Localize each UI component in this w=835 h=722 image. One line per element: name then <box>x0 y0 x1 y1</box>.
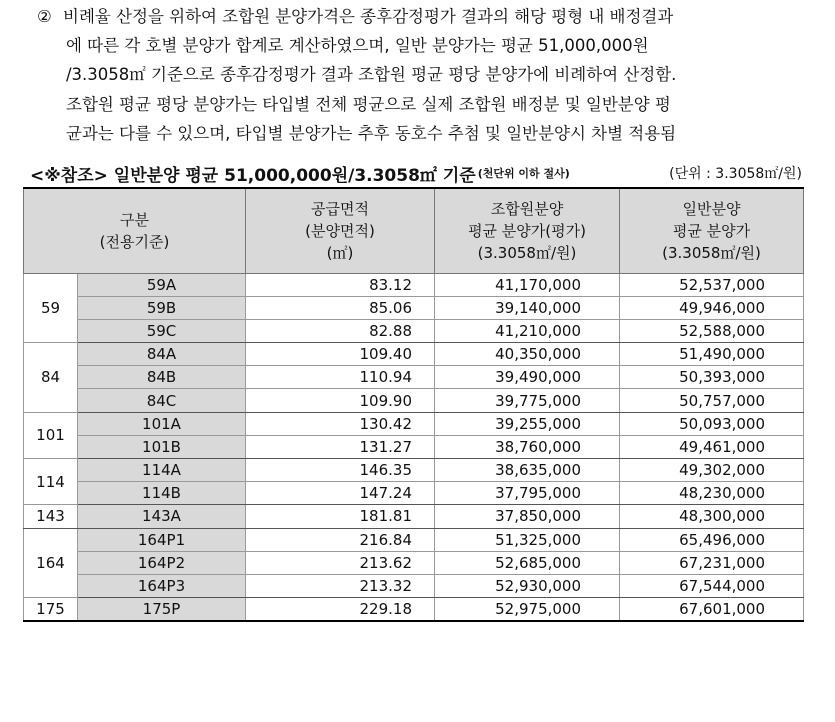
area-cell: 130.42 <box>246 412 435 435</box>
type-cell: 101B <box>78 435 246 458</box>
member-price-cell: 52,685,000 <box>435 551 620 574</box>
member-price-cell: 41,170,000 <box>435 273 620 296</box>
general-price-cell: 50,393,000 <box>620 366 804 389</box>
member-price-cell: 39,775,000 <box>435 389 620 412</box>
member-price-cell: 38,760,000 <box>435 435 620 458</box>
table-row <box>24 435 804 458</box>
type-cell: 84C <box>78 389 246 412</box>
note-paragraph <box>30 2 812 148</box>
group-cell: 143 <box>24 505 78 528</box>
member-price-cell: 37,850,000 <box>435 505 620 528</box>
table-row <box>24 551 804 574</box>
type-cell: 59B <box>78 296 246 319</box>
general-price-cell: 48,300,000 <box>620 505 804 528</box>
general-price-cell: 52,588,000 <box>620 319 804 342</box>
table-header-row <box>24 188 804 273</box>
table-row <box>24 296 804 319</box>
paragraph-line: 비례율 산정을 위하여 조합원 분양가격은 종후감정평가 결과의 해당 평형 내 배정결과 <box>63 7 674 26</box>
header-category: 구분 (전용기준) <box>24 188 246 273</box>
type-cell: 114B <box>78 482 246 505</box>
general-price-cell: 67,231,000 <box>620 551 804 574</box>
type-cell: 84A <box>78 343 246 366</box>
general-price-cell: 50,093,000 <box>620 412 804 435</box>
member-price-cell: 39,255,000 <box>435 412 620 435</box>
table-row <box>24 459 804 482</box>
member-price-cell: 52,930,000 <box>435 574 620 597</box>
general-price-cell: 51,490,000 <box>620 343 804 366</box>
general-price-cell: 67,544,000 <box>620 574 804 597</box>
table-row <box>24 598 804 622</box>
area-cell: 181.81 <box>246 505 435 528</box>
unit-label: (단위 : 3.3058㎡/원) <box>669 166 802 182</box>
paragraph-line: /3.3058㎡ 기준으로 종후감정평가 결과 조합원 평균 평당 분양가에 비례하여 산정함. <box>66 65 677 85</box>
reference-note: (천단위 이하 절사) <box>477 167 570 180</box>
group-cell: 59 <box>24 273 78 343</box>
general-price-cell: 49,461,000 <box>620 435 804 458</box>
reference-caption <box>30 160 802 186</box>
member-price-cell: 52,975,000 <box>435 598 620 622</box>
table-body <box>24 273 804 621</box>
type-cell: 114A <box>78 459 246 482</box>
header-general-price: 일반분양 평균 분양가 (3.3058㎡/원) <box>620 188 804 273</box>
area-cell: 146.35 <box>246 459 435 482</box>
table-row <box>24 528 804 551</box>
member-price-cell: 39,140,000 <box>435 296 620 319</box>
member-price-cell: 39,490,000 <box>435 366 620 389</box>
header-supply-area: 공급면적 (분양면적) (㎡) <box>246 188 435 273</box>
circled-number-marker: ② <box>37 7 52 26</box>
area-cell: 82.88 <box>246 319 435 342</box>
general-price-cell: 65,496,000 <box>620 528 804 551</box>
type-cell: 84B <box>78 366 246 389</box>
table-row <box>24 574 804 597</box>
member-price-cell: 40,350,000 <box>435 343 620 366</box>
type-cell: 59C <box>78 319 246 342</box>
group-cell: 101 <box>24 412 78 458</box>
type-cell: 164P3 <box>78 574 246 597</box>
table-row <box>24 366 804 389</box>
header-member-price: 조합원분양 평균 분양가(평가) (3.3058㎡/원) <box>435 188 620 273</box>
type-cell: 143A <box>78 505 246 528</box>
type-cell: 175P <box>78 598 246 622</box>
table-row <box>24 482 804 505</box>
type-cell: 164P2 <box>78 551 246 574</box>
table-row <box>24 412 804 435</box>
area-cell: 213.62 <box>246 551 435 574</box>
area-cell: 216.84 <box>246 528 435 551</box>
area-cell: 147.24 <box>246 482 435 505</box>
general-price-cell: 49,946,000 <box>620 296 804 319</box>
area-cell: 85.06 <box>246 296 435 319</box>
table-row <box>24 319 804 342</box>
area-cell: 110.94 <box>246 366 435 389</box>
table-row <box>24 343 804 366</box>
member-price-cell: 41,210,000 <box>435 319 620 342</box>
area-cell: 229.18 <box>246 598 435 622</box>
type-cell: 164P1 <box>78 528 246 551</box>
paragraph-line: 조합원 평균 평당 분양가는 타입별 전체 평균으로 실제 조합원 배정분 및 일반분양 평 <box>66 94 671 114</box>
general-price-cell: 67,601,000 <box>620 598 804 622</box>
member-price-cell: 51,325,000 <box>435 528 620 551</box>
group-cell: 175 <box>24 598 78 622</box>
area-cell: 131.27 <box>246 435 435 458</box>
table-row <box>24 505 804 528</box>
table-row <box>24 389 804 412</box>
general-price-cell: 48,230,000 <box>620 482 804 505</box>
general-price-cell: 49,302,000 <box>620 459 804 482</box>
group-cell: 84 <box>24 343 78 413</box>
paragraph-line: 에 따른 각 호별 분양가 합계로 계산하였으며, 일반 분양가는 평균 51,000,000원 <box>66 36 649 56</box>
area-cell: 213.32 <box>246 574 435 597</box>
paragraph-line: 균과는 다를 수 있으며, 타입별 분양가는 추후 동호수 추첨 및 일반분양시 차별 적용됨 <box>66 123 677 143</box>
reference-title: <※참조> 일반분양 평균 51,000,000원/3.3058㎡ 기준 <box>30 165 476 186</box>
general-price-cell: 52,537,000 <box>620 273 804 296</box>
area-cell: 109.90 <box>246 389 435 412</box>
price-table <box>23 187 804 622</box>
type-cell: 101A <box>78 412 246 435</box>
area-cell: 83.12 <box>246 273 435 296</box>
member-price-cell: 38,635,000 <box>435 459 620 482</box>
type-cell: 59A <box>78 273 246 296</box>
group-cell: 164 <box>24 528 78 598</box>
table-row <box>24 273 804 296</box>
member-price-cell: 37,795,000 <box>435 482 620 505</box>
general-price-cell: 50,757,000 <box>620 389 804 412</box>
group-cell: 114 <box>24 459 78 505</box>
area-cell: 109.40 <box>246 343 435 366</box>
